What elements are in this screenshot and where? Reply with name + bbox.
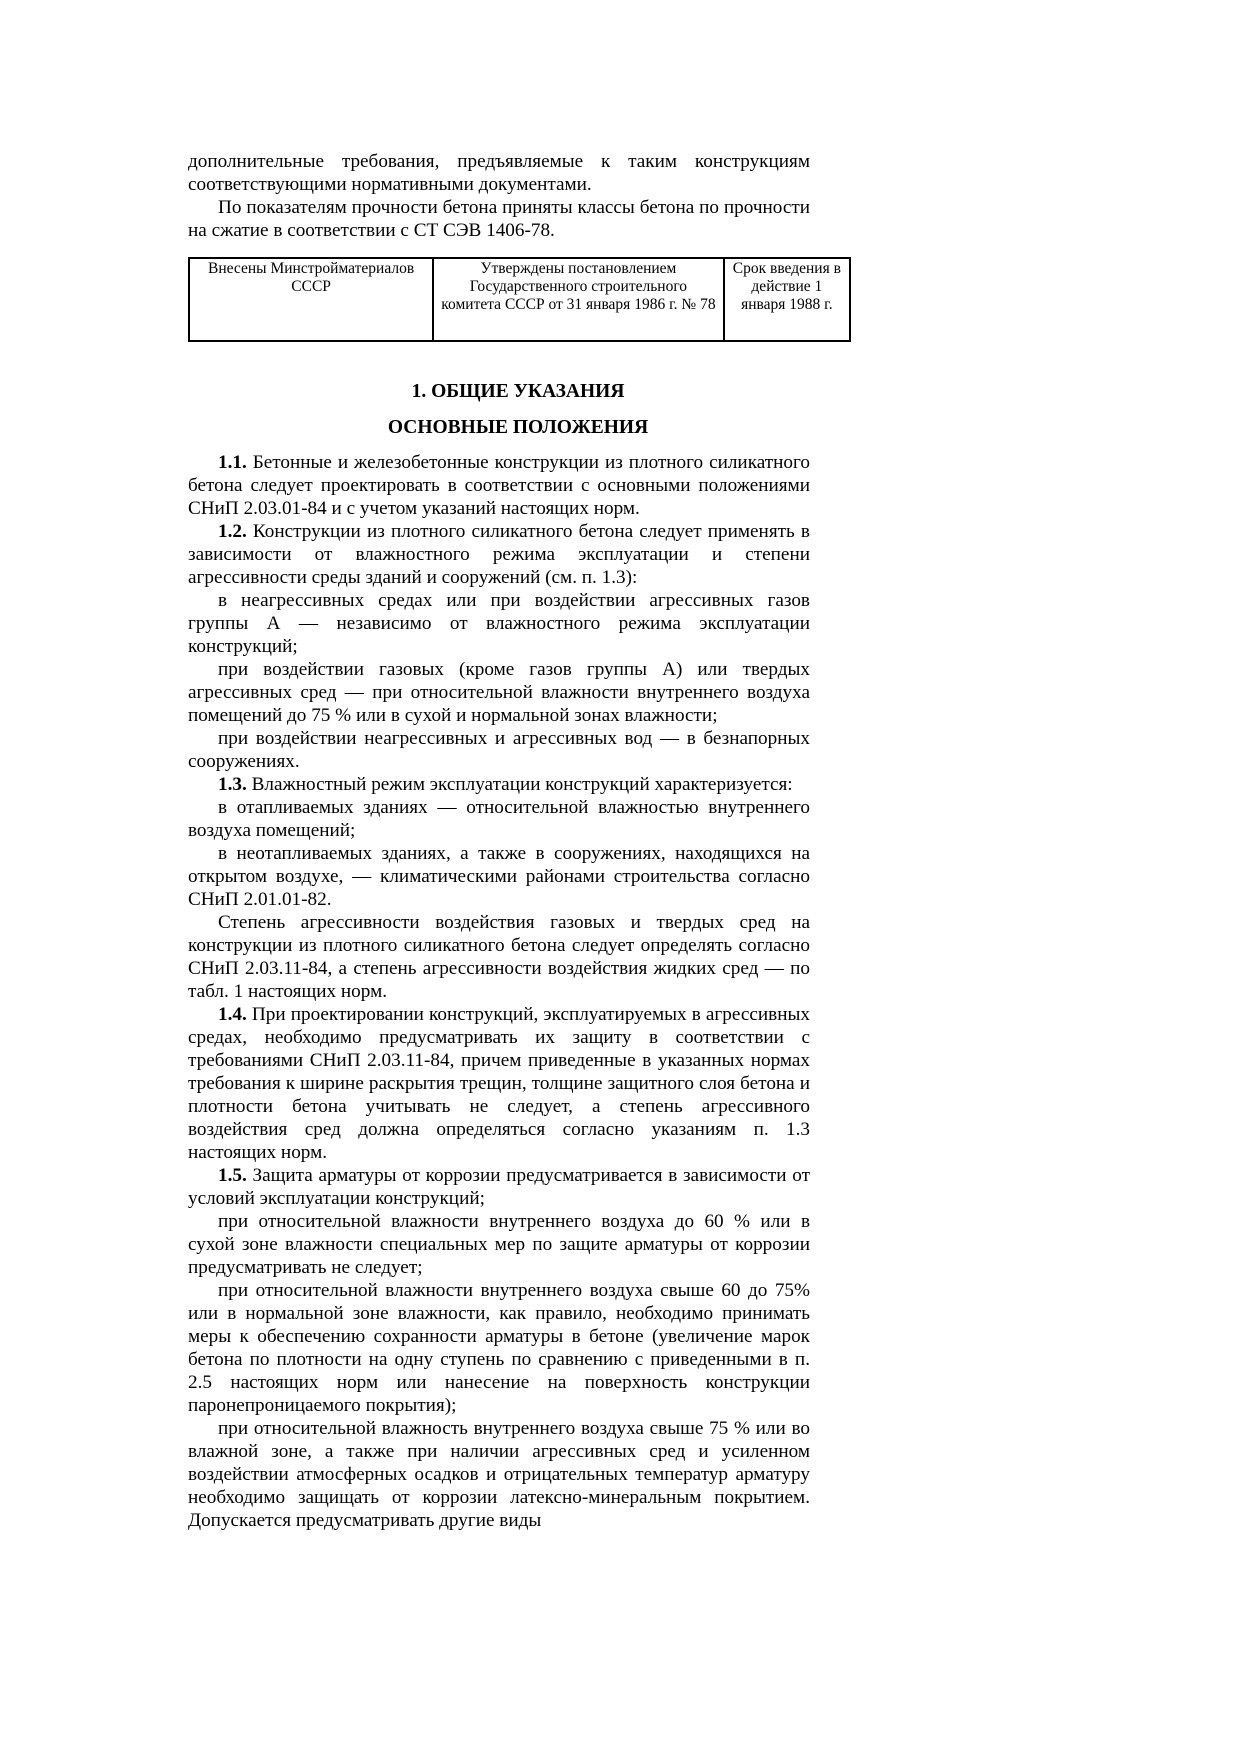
registry-table [188, 257, 851, 342]
clauses-list [188, 451, 810, 1532]
intro-paragraph-1: дополнительные требования, предъявляемые к таким конструкциям соответствующими нормативными документами. [188, 151, 810, 195]
registry-introduced: Внесены Минстройматериалов СССР [189, 258, 433, 341]
clause-paragraph [188, 1279, 810, 1417]
clause-text: при относительной влажности внутреннего воздуха до 60 % или в сухой зоне влажности специальных мер по защите арматуры от коррозии предусматривать не следует; [188, 1211, 810, 1278]
registry-approved: Утверждены постановлением Государственного строительного комитета СССР от 31 января 1986 г. № 78 [433, 258, 724, 341]
clause-paragraph [188, 796, 810, 842]
section-headings [188, 380, 848, 452]
intro-paragraph-2: По показателям прочности бетона приняты классы бетона по прочности на сжатие в соответствии с СТ СЭВ 1406-78. [188, 197, 810, 241]
clause-paragraph [188, 1210, 810, 1279]
clause-text: при воздействии газовых (кроме газов группы А) или твердых агрессивных сред — при относительной влажности внутреннего воздуха помещений до 75 % или в сухой и нормальной зонах влажности; [188, 659, 810, 726]
clause-number: 1.4. [218, 1004, 247, 1025]
clause-paragraph [188, 773, 810, 796]
section-subtitle: ОСНОВНЫЕ ПОЛОЖЕНИЯ [387, 417, 649, 438]
clause-text: при относительной влажности внутреннего воздуха свыше 60 до 75% или в нормальной зоне влажности, как правило, необходимо принимать меры к обеспечению сохранности арматуры в бетоне (увеличение марок бетона по плотности на одну ступень по сравнению с приведенными в п. 2.5 настоящих норм или нанесение на поверхность конструкции паронепроницаемого покрытия); [188, 1280, 810, 1416]
clause-number: 1.2. [218, 521, 247, 542]
clause-paragraph [188, 727, 810, 773]
clause-text: Бетонные и железобетонные конструкции из плотного силикатного бетона следует проектировать в соответствии с основными положениями СНиП 2.03.01-84 и с учетом указаний настоящих норм. [188, 452, 810, 519]
clause-paragraph [188, 451, 810, 520]
clause-text: При проектировании конструкций, эксплуатируемых в агрессивных средах, необходимо предусматривать их защиту в соответствии с требованиями СНиП 2.03.11-84, причем приведенные в указанных нормах требования к ширине раскрытия трещин, толщине защитного слоя бетона и плотности бетона учитывать не следует, а степень агрессивного воздействия сред должна определяться согласно указаниям п. 1.3 настоящих норм. [188, 1004, 810, 1163]
clause-paragraph [188, 1164, 810, 1210]
clause-text: Защита арматуры от коррозии предусматривается в зависимости от условий эксплуатации конструкций; [188, 1165, 810, 1209]
clause-paragraph [188, 1417, 810, 1532]
clause-paragraph [188, 658, 810, 727]
clause-text: в неотапливаемых зданиях, а также в сооружениях, находящихся на открытом воздухе, — климатическими районами строительства согласно СНиП 2.01.01-82. [188, 843, 810, 910]
registry-effective: Срок введения в действие 1 января 1988 г. [724, 258, 850, 341]
clause-paragraph [188, 1003, 810, 1164]
clause-paragraph [188, 589, 810, 658]
clause-text: в неагрессивных средах или при воздействии агрессивных газов группы А — независимо от влажностного режима эксплуатации конструкций; [188, 590, 810, 657]
clause-number: 1.1. [218, 452, 247, 473]
clause-text: Степень агрессивности воздействия газовых и твердых сред на конструкции из плотного силикатного бетона следует определять согласно СНиП 2.03.11-84, а степень агрессивности воздействия жидких сред — по табл. 1 настоящих норм. [188, 912, 810, 1002]
clause-number: 1.3. [218, 774, 247, 795]
clause-text: в отапливаемых зданиях — относительной влажностью внутреннего воздуха помещений; [188, 797, 810, 841]
clause-paragraph [188, 520, 810, 589]
clause-text: Влажностный режим эксплуатации конструкций характеризуется: [246, 774, 793, 795]
section-title: 1. ОБЩИЕ УКАЗАНИЯ [411, 381, 625, 402]
clause-number: 1.5. [218, 1165, 247, 1186]
clause-text: при воздействии неагрессивных и агрессивных вод — в безнапорных сооружениях. [188, 728, 810, 772]
clause-text: при относительной влажность внутреннего воздуха свыше 75 % или во влажной зоне, а также при наличии агрессивных сред и усиленном воздействии атмосферных осадков и отрицательных температур арматуру необходимо защищать от коррозии латексно-минеральным покрытием. Допускается предусматривать другие виды [188, 1418, 810, 1531]
registry-row [189, 258, 850, 341]
clause-paragraph [188, 911, 810, 1003]
clause-text: Конструкции из плотного силикатного бетона следует применять в зависимости от влажностного режима эксплуатации и степени агрессивности среды зданий и сооружений (см. п. 1.3): [188, 521, 810, 588]
clause-paragraph [188, 842, 810, 911]
intro-block [188, 150, 810, 242]
